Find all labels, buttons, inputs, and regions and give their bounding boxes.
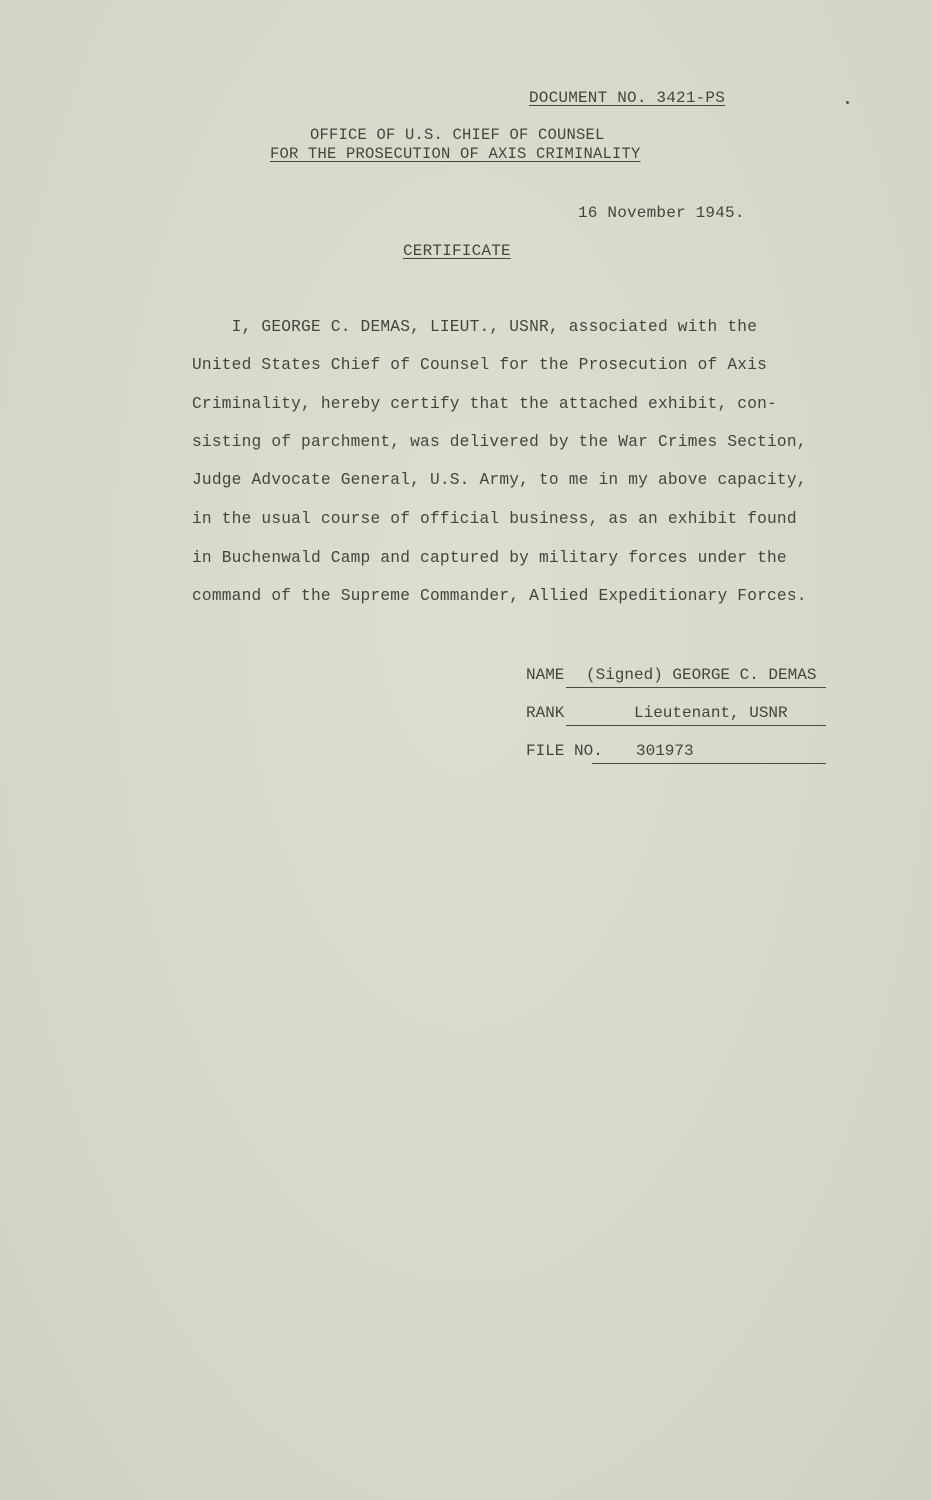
body-line: United States Chief of Counsel for the Prosecution of Axis	[192, 356, 768, 374]
signature-name-field	[526, 666, 826, 688]
name-label: NAME	[526, 666, 565, 684]
body-line: Criminality, hereby certify that the attached exhibit, con-	[192, 395, 777, 413]
document-date: 16 November 1945.	[578, 204, 745, 222]
name-value: (Signed) GEORGE C. DEMAS	[586, 666, 817, 684]
rank-underline	[566, 725, 826, 726]
body-line: in Buchenwald Camp and captured by military forces under the	[192, 549, 787, 567]
document-number: DOCUMENT NO. 3421-PS	[529, 89, 726, 107]
body-line: in the usual course of official business, as an exhibit found	[192, 510, 797, 528]
file-label: FILE NO.	[526, 742, 603, 760]
office-heading-line1: OFFICE OF U.S. CHIEF OF COUNSEL	[310, 126, 605, 144]
name-underline	[566, 687, 826, 688]
certificate-title: CERTIFICATE	[403, 242, 511, 260]
rank-value: Lieutenant, USNR	[634, 704, 788, 722]
signature-rank-field	[526, 704, 826, 726]
body-line: Judge Advocate General, U.S. Army, to me in my above capacity,	[192, 471, 807, 489]
body-line: I, GEORGE C. DEMAS, LIEUT., USNR, associated with the	[192, 318, 758, 336]
signature-file-field	[526, 742, 826, 764]
paper-speck	[846, 101, 849, 104]
file-underline	[592, 763, 826, 764]
office-heading-line2: FOR THE PROSECUTION OF AXIS CRIMINALITY	[270, 145, 641, 163]
rank-label: RANK	[526, 704, 565, 722]
body-line: sisting of parchment, was delivered by the War Crimes Section,	[192, 433, 807, 451]
body-line: command of the Supreme Commander, Allied Expeditionary Forces.	[192, 587, 807, 605]
file-value: 301973	[636, 742, 694, 760]
